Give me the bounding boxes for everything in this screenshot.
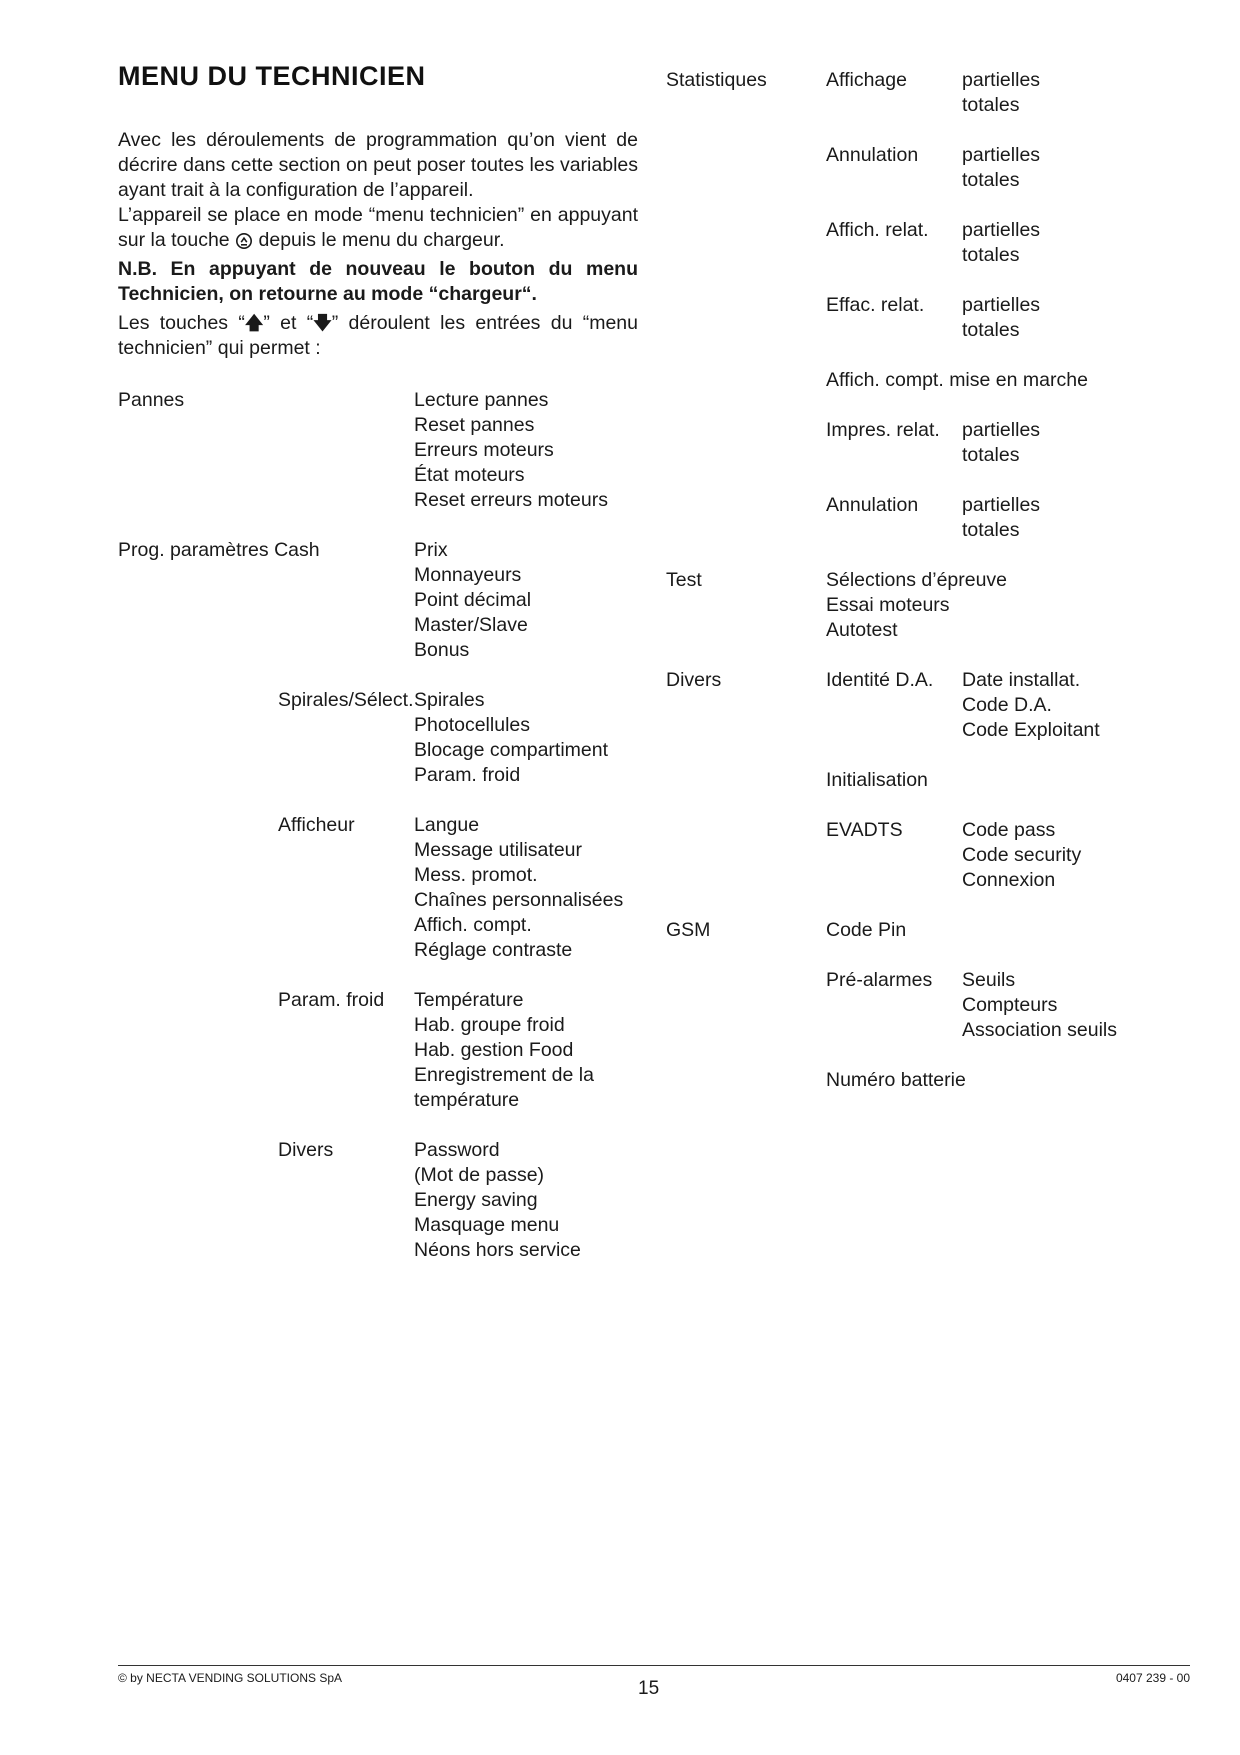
menu-item: Enregistrement de la bbox=[414, 1064, 594, 1086]
stat-affich-relat: Affich. relat. bbox=[826, 219, 929, 241]
option-totales: totales bbox=[962, 519, 1020, 541]
menu-divers-label: Divers bbox=[278, 1139, 334, 1161]
menu-item: Date installat. bbox=[962, 669, 1081, 691]
stat-impres-relat-options bbox=[962, 418, 1040, 468]
menu-item: Master/Slave bbox=[414, 614, 528, 636]
intro-mode-text-end: depuis le menu du chargeur. bbox=[258, 229, 505, 251]
footer-divider bbox=[118, 1665, 1190, 1666]
divers-identite-items bbox=[962, 668, 1100, 743]
menu-item: Blocage compartiment bbox=[414, 739, 609, 761]
menu-item: Langue bbox=[414, 814, 480, 836]
menu-item: Hab. gestion Food bbox=[414, 1039, 574, 1061]
intro-mode-text: L’appareil se place en mode “menu technicien” en appuyant sur la touche bbox=[118, 204, 638, 251]
gsm-code-pin: Code Pin bbox=[826, 919, 907, 941]
menu-froid-items bbox=[414, 988, 594, 1113]
menu-prog-label: Prog. paramètres Cash bbox=[118, 539, 320, 561]
intro-mode-paragraph bbox=[118, 203, 638, 253]
stat-annulation-2: Annulation bbox=[826, 494, 919, 516]
stat-affichage: Affichage bbox=[826, 69, 907, 91]
menu-item: Monnayeurs bbox=[414, 564, 522, 586]
nb-note: N.B. En appuyant de nouveau le bouton du menu Technicien, on retourne au mode “chargeur“. bbox=[118, 258, 638, 305]
page-title: MENU DU TECHNICIEN bbox=[118, 61, 426, 91]
keys-text-2: ” et “ bbox=[263, 312, 314, 334]
stat-effac-relat: Effac. relat. bbox=[826, 294, 925, 316]
option-totales: totales bbox=[962, 94, 1020, 116]
menu-pannes-label: Pannes bbox=[118, 389, 185, 411]
stat-annulation-2-options bbox=[962, 493, 1040, 543]
menu-item: Sélections d’épreuve bbox=[826, 569, 1008, 591]
menu-spirales-label: Spirales/Sélect. bbox=[278, 689, 414, 711]
menu-item: (Mot de passe) bbox=[414, 1164, 545, 1186]
menu-item: Mess. promot. bbox=[414, 864, 538, 886]
menu-item: Code Exploitant bbox=[962, 719, 1100, 741]
menu-item: Essai moteurs bbox=[826, 594, 950, 616]
option-partielles: partielles bbox=[962, 294, 1041, 316]
menu-item: Reset pannes bbox=[414, 414, 535, 436]
divers-evadts: EVADTS bbox=[826, 819, 903, 841]
menu-item: Reset erreurs moteurs bbox=[414, 489, 608, 511]
intro-paragraph: Avec les déroulements de programmation qu’on vient de décrire dans cette section on peut poser toutes les variables ayant trait à la configuration de l’appareil. bbox=[118, 129, 638, 201]
menu-afficheur-items bbox=[414, 813, 623, 963]
menu-item: Code security bbox=[962, 844, 1082, 866]
option-totales: totales bbox=[962, 169, 1020, 191]
stat-affich-relat-options bbox=[962, 218, 1040, 268]
menu-item: Energy saving bbox=[414, 1189, 538, 1211]
footer-copyright: © by NECTA VENDING SOLUTIONS SpA bbox=[118, 1671, 343, 1685]
menu-item: Code pass bbox=[962, 819, 1056, 841]
keys-text-1: Les touches “ bbox=[118, 312, 245, 334]
menu-item: Masquage menu bbox=[414, 1214, 560, 1236]
menu-item: Chaînes personnalisées bbox=[414, 889, 624, 911]
menu-item: température bbox=[414, 1089, 520, 1111]
keys-text-3: ” déroulent les entrées du “menu technicien” qui permet : bbox=[118, 312, 638, 359]
stat-annulation-options bbox=[962, 143, 1040, 193]
menu-item: Connexion bbox=[962, 869, 1056, 891]
gsm-numero-batterie: Numéro batterie bbox=[826, 1069, 966, 1091]
menu-froid-label: Param. froid bbox=[278, 989, 385, 1011]
menu-item: Message utilisateur bbox=[414, 839, 582, 861]
document-code: 0407 239 - 00 bbox=[1115, 1671, 1190, 1685]
menu-statistiques-label: Statistiques bbox=[666, 69, 767, 91]
menu-item: Spirales bbox=[414, 689, 485, 711]
menu-item: Code D.A. bbox=[962, 694, 1052, 716]
intro-text bbox=[118, 128, 638, 361]
menu-afficheur-label: Afficheur bbox=[278, 814, 355, 836]
menu-item: Association seuils bbox=[962, 1019, 1117, 1041]
menu-test-items bbox=[826, 568, 1007, 643]
menu-pannes-items bbox=[414, 388, 608, 513]
menu-item: Bonus bbox=[414, 639, 470, 661]
technician-key-icon bbox=[235, 232, 253, 250]
menu-test-label: Test bbox=[666, 569, 702, 591]
option-partielles: partielles bbox=[962, 419, 1041, 441]
menu-item: Néons hors service bbox=[414, 1239, 581, 1261]
gsm-prealarmes-items bbox=[962, 968, 1117, 1043]
menu-item: Autotest bbox=[826, 619, 898, 641]
menu-item: Température bbox=[414, 989, 524, 1011]
option-partielles: partielles bbox=[962, 494, 1041, 516]
menu-item: État moteurs bbox=[414, 464, 525, 486]
menu-item: Hab. groupe froid bbox=[414, 1014, 565, 1036]
gsm-prealarmes: Pré-alarmes bbox=[826, 969, 933, 991]
menu-divers-right-label: Divers bbox=[666, 669, 722, 691]
menu-item: Param. froid bbox=[414, 764, 521, 786]
divers-evadts-items bbox=[962, 818, 1081, 893]
divers-initialisation: Initialisation bbox=[826, 769, 928, 791]
option-partielles: partielles bbox=[962, 219, 1041, 241]
down-arrow-icon: 🡇 bbox=[313, 313, 332, 333]
option-partielles: partielles bbox=[962, 69, 1041, 91]
stat-affichage-options bbox=[962, 68, 1040, 118]
menu-prog-items bbox=[414, 538, 531, 663]
up-arrow-icon: 🡅 bbox=[244, 313, 264, 333]
stat-impres-relat: Impres. relat. bbox=[826, 419, 940, 441]
menu-item: Prix bbox=[414, 539, 448, 561]
option-totales: totales bbox=[962, 319, 1020, 341]
option-totales: totales bbox=[962, 444, 1020, 466]
menu-divers-items bbox=[414, 1138, 581, 1263]
menu-item: Réglage contraste bbox=[414, 939, 573, 961]
divers-identite: Identité D.A. bbox=[826, 669, 934, 691]
menu-gsm-label: GSM bbox=[666, 919, 711, 941]
menu-spirales-items bbox=[414, 688, 608, 788]
menu-item: Erreurs moteurs bbox=[414, 439, 554, 461]
option-totales: totales bbox=[962, 244, 1020, 266]
menu-item: Seuils bbox=[962, 969, 1016, 991]
menu-item: Point décimal bbox=[414, 589, 532, 611]
option-partielles: partielles bbox=[962, 144, 1041, 166]
keys-paragraph bbox=[118, 311, 638, 361]
menu-item: Compteurs bbox=[962, 994, 1058, 1016]
stat-annulation: Annulation bbox=[826, 144, 919, 166]
menu-item: Photocellules bbox=[414, 714, 530, 736]
menu-item: Affich. compt. bbox=[414, 914, 532, 936]
stat-effac-relat-options bbox=[962, 293, 1040, 343]
page-number: 15 bbox=[638, 1678, 660, 1699]
menu-item: Password bbox=[414, 1139, 500, 1161]
menu-item: Lecture pannes bbox=[414, 389, 549, 411]
stat-affich-compt: Affich. compt. mise en marche bbox=[826, 369, 1088, 391]
